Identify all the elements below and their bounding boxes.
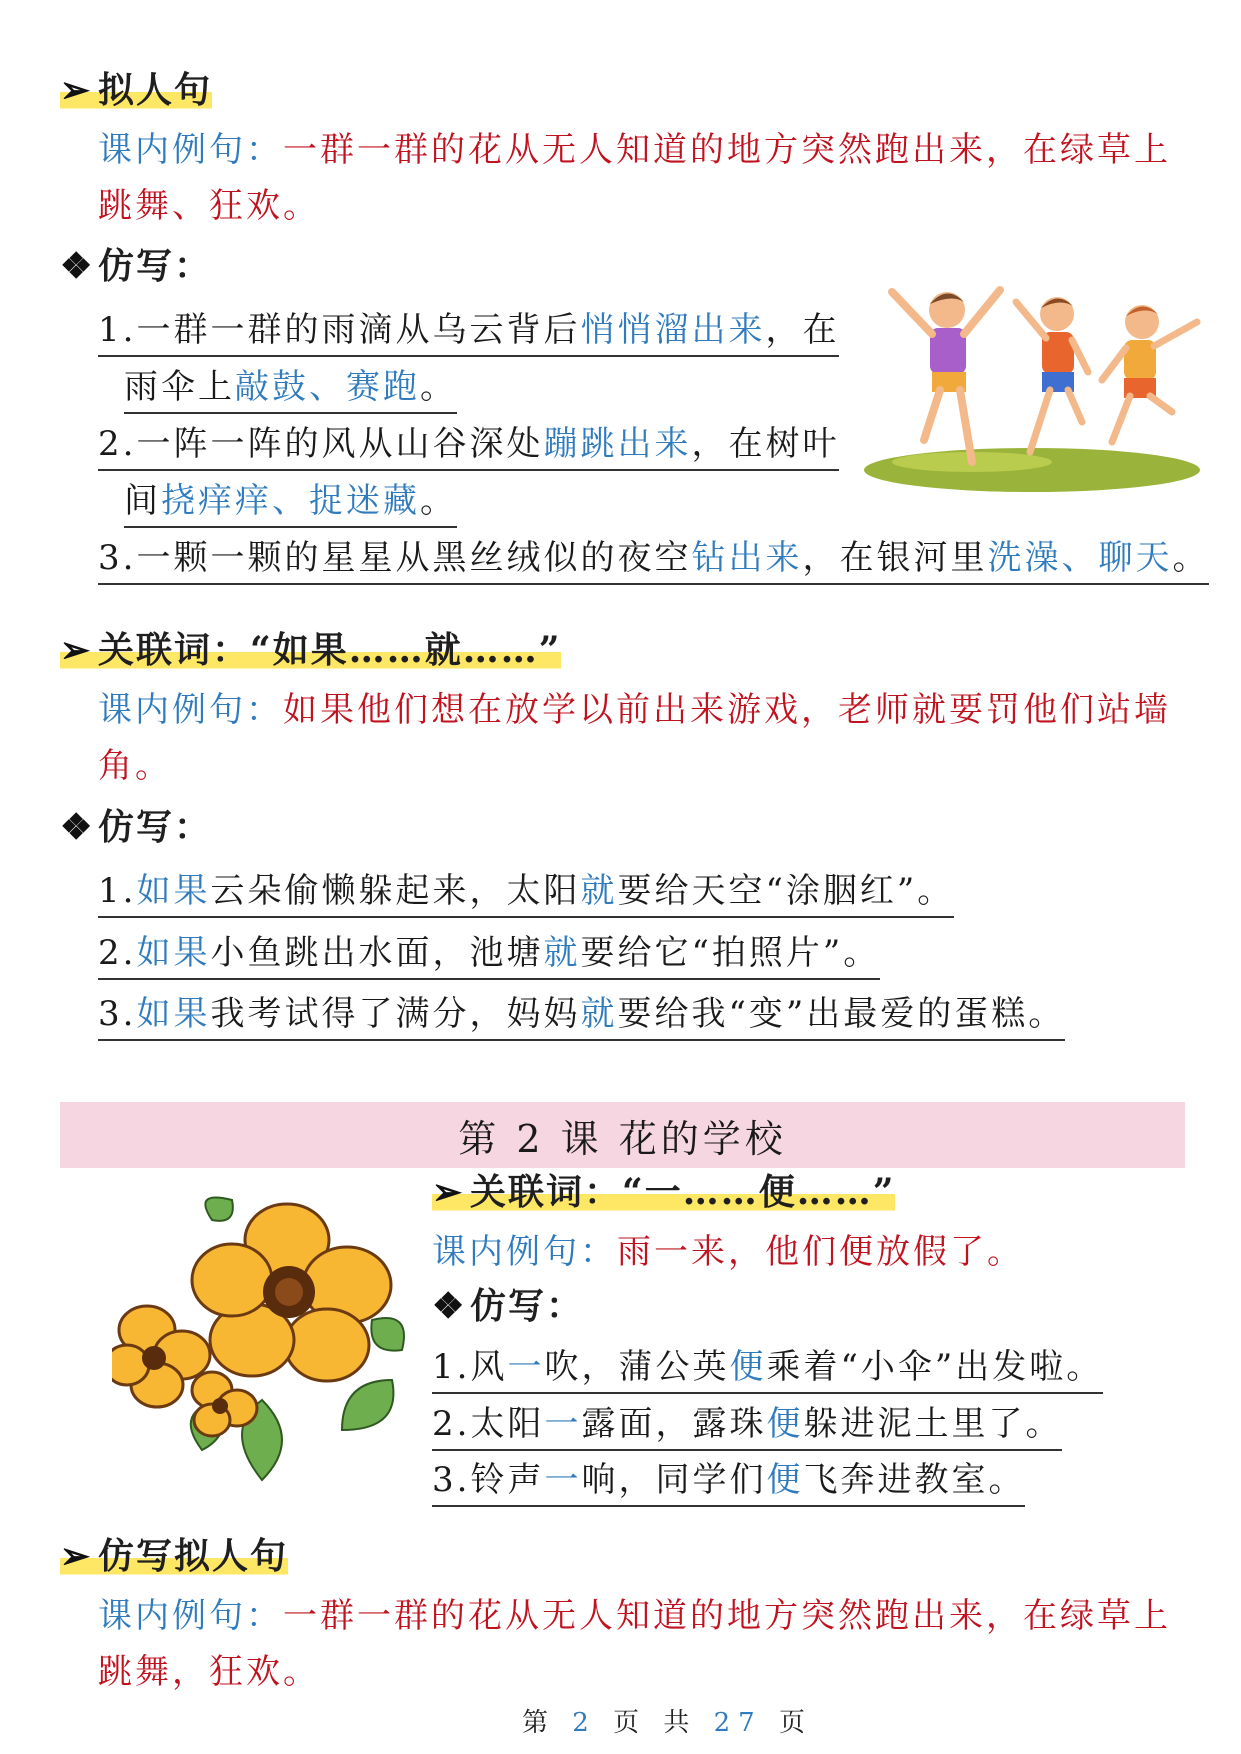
highlighted-keyword: 就 — [543, 933, 581, 973]
diamond-bullet-icon: ❖ — [60, 245, 95, 287]
highlighted-keyword: 蹦跳出来 — [543, 424, 692, 464]
s3-item-1 — [432, 1344, 1103, 1394]
highlighted-keyword: 便 — [766, 1460, 804, 1500]
highlighted-keyword: 便 — [766, 1404, 804, 1444]
arrow-bullet-icon: ➢ — [60, 629, 93, 671]
sentence-fragment: 间 — [124, 481, 161, 521]
s1-item-1-cont — [124, 364, 457, 414]
sentence-fragment: 风 — [470, 1347, 508, 1387]
highlighted-keyword: 如果 — [136, 994, 211, 1034]
section-heading-imitate-personification: ➢ 仿写拟人句 — [60, 1535, 289, 1577]
section-heading-conjunction-yibian: ➢ 关联词：“一……便……” — [432, 1171, 896, 1213]
example-text: 一群一群的花从无人知道的地方突然跑出来，在绿草上跳舞，狂欢。 — [98, 1596, 1171, 1692]
sentence-fragment: 。 — [1172, 538, 1210, 578]
section-heading-personification: ➢ 拟人句 — [60, 69, 213, 111]
kids-running-illustration — [852, 262, 1212, 492]
sentence-fragment: 要给我“变”出最爱的蛋糕。 — [617, 994, 1066, 1034]
highlighted-keyword: 便 — [729, 1347, 767, 1387]
s2-item-3 — [98, 991, 1065, 1041]
highlighted-keyword: 敲鼓、赛跑 — [235, 367, 420, 407]
example-label: 课内例句： — [98, 690, 283, 730]
sentence-fragment: 2. — [432, 1404, 471, 1444]
diamond-bullet-icon: ❖ — [60, 806, 95, 848]
lesson-title: 第 2 课 花的学校 — [458, 1116, 787, 1161]
sentence-fragment: ，在银河里 — [802, 538, 988, 578]
current-page-number: 2 — [572, 1708, 597, 1738]
sentence-fragment: 躲进泥土里了。 — [803, 1404, 1063, 1444]
example-label: 课内例句： — [98, 1596, 283, 1636]
highlighted-keyword: 一 — [544, 1404, 582, 1444]
sentence-fragment: 3. — [432, 1460, 471, 1500]
sentence-fragment: 。 — [420, 367, 457, 407]
sentence-fragment: 要给它“拍照片”。 — [580, 933, 881, 973]
sentence-fragment: 吹，蒲公英 — [544, 1347, 730, 1387]
example-sentence — [98, 122, 1188, 234]
sentence-fragment: 3. — [98, 994, 137, 1034]
sentence-fragment: 小鱼跳出水面，池塘 — [210, 933, 544, 973]
page-footer: 第 2 页 共 27 页 — [522, 1708, 813, 1738]
s2-item-2 — [98, 930, 880, 980]
arrow-bullet-icon: ➢ — [432, 1171, 465, 1213]
s3-item-3 — [432, 1457, 1025, 1507]
lesson-title-banner — [60, 1102, 1185, 1168]
sentence-fragment: 1. — [98, 871, 137, 911]
highlighted-keyword: 如果 — [136, 933, 211, 973]
example-sentence — [98, 682, 1188, 794]
highlighted-keyword: 钻出来 — [691, 538, 803, 578]
highlighted-keyword: 一 — [544, 1460, 582, 1500]
sentence-fragment: 露面，露珠 — [581, 1404, 767, 1444]
imitate-heading: ❖ 仿写： — [432, 1285, 585, 1327]
s3-item-2 — [432, 1401, 1062, 1451]
sentence-fragment: 响，同学们 — [581, 1460, 767, 1500]
sentence-fragment: ，在 — [765, 310, 840, 350]
sentence-fragment: 太阳 — [470, 1404, 545, 1444]
imitate-heading: ❖ 仿写： — [60, 806, 213, 848]
highlighted-keyword: 挠痒痒、捉迷藏 — [161, 481, 420, 521]
sentence-fragment: 1. — [432, 1347, 471, 1387]
imitate-heading: ❖ 仿写： — [60, 245, 213, 287]
s1-item-1 — [98, 307, 839, 357]
s2-item-1 — [98, 868, 954, 918]
highlighted-keyword: 悄悄溜出来 — [580, 310, 766, 350]
s1-item-2-cont — [124, 478, 457, 528]
s1-item-3 — [98, 535, 1209, 585]
s1-item-2 — [98, 421, 839, 471]
highlighted-keyword: 洗澡、聊天 — [987, 538, 1173, 578]
sentence-fragment: 飞奔进教室。 — [803, 1460, 1026, 1500]
diamond-bullet-icon: ❖ — [432, 1285, 467, 1327]
section-heading-conjunction-ruguo: ➢ 关联词：“如果……就……” — [60, 629, 562, 671]
sentence-fragment: 3. — [98, 538, 137, 578]
flower-illustration — [112, 1180, 412, 1490]
sentence-fragment: 我考试得了满分，妈妈 — [210, 994, 581, 1034]
sentence-fragment: 一阵一阵的风从山谷深处 — [136, 424, 544, 464]
sentence-fragment: ，在树叶 — [691, 424, 840, 464]
highlighted-keyword: 就 — [580, 871, 618, 911]
highlighted-keyword: 一 — [507, 1347, 545, 1387]
sentence-fragment: 一颗一颗的星星从黑丝绒似的夜空 — [136, 538, 692, 578]
highlighted-keyword: 就 — [580, 994, 618, 1034]
sentence-fragment: 铃声 — [470, 1460, 545, 1500]
sentence-fragment: 一群一群的雨滴从乌云背后 — [136, 310, 581, 350]
example-text: 如果他们想在放学以前出来游戏，老师就要罚他们站墙角。 — [98, 690, 1171, 786]
example-sentence — [98, 1588, 1188, 1700]
sentence-fragment: 乘着“小伞”出发啦。 — [766, 1347, 1104, 1387]
total-pages: 27 — [713, 1708, 763, 1738]
sentence-fragment: 云朵偷懒躲起来，太阳 — [210, 871, 581, 911]
example-sentence — [432, 1224, 1024, 1280]
sentence-fragment: 2. — [98, 933, 137, 973]
arrow-bullet-icon: ➢ — [60, 1535, 93, 1577]
sentence-fragment: 。 — [420, 481, 457, 521]
arrow-bullet-icon: ➢ — [60, 69, 93, 111]
highlighted-keyword: 如果 — [136, 871, 211, 911]
sentence-fragment: 2. — [98, 424, 137, 464]
example-text: 一群一群的花从无人知道的地方突然跑出来，在绿草上跳舞、狂欢。 — [98, 130, 1171, 226]
sentence-fragment: 要给天空“涂胭红”。 — [617, 871, 955, 911]
example-text: 雨一来，他们便放假了。 — [617, 1232, 1024, 1272]
sentence-fragment: 雨伞上 — [124, 367, 235, 407]
sentence-fragment: 1. — [98, 310, 137, 350]
example-label: 课内例句： — [98, 130, 283, 170]
example-label: 课内例句： — [432, 1232, 617, 1272]
